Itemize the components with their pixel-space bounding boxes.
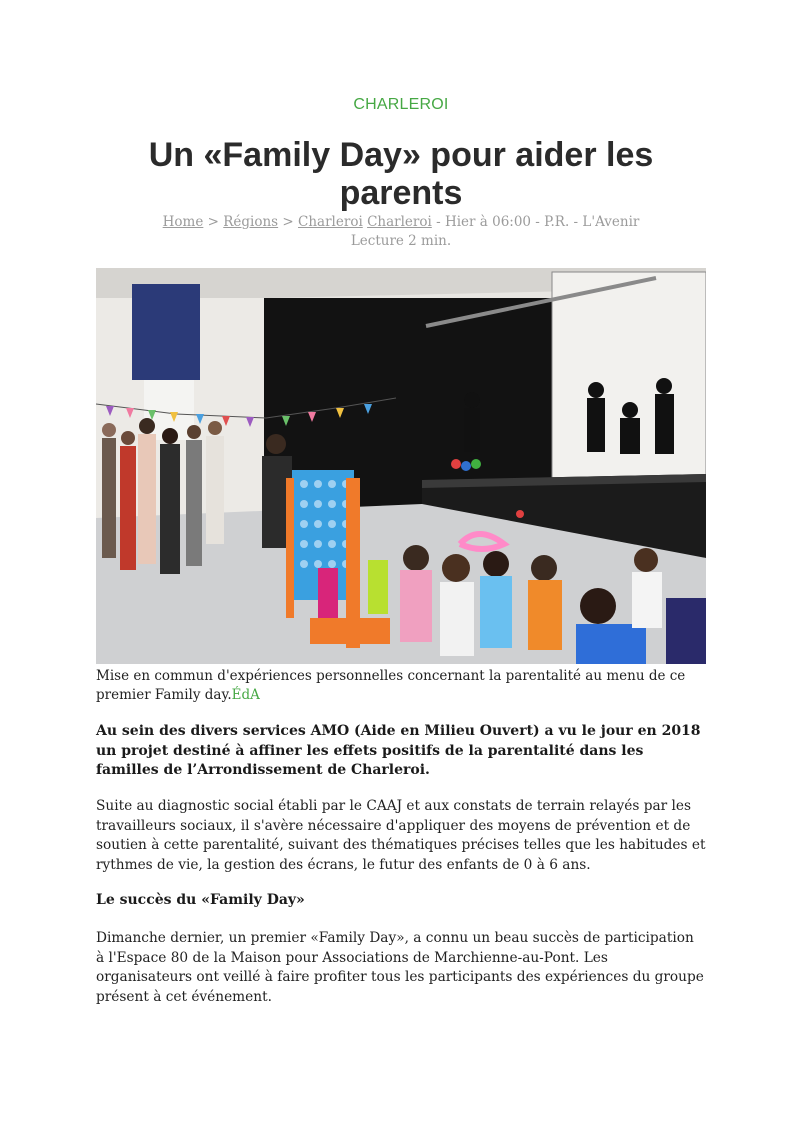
reading-time: Lecture 2 min. (350, 233, 452, 249)
byline-date-source: - Hier à 06:00 - P.R. - L'Avenir (431, 214, 640, 230)
caption-text: Mise en commun d'expériences personnelles concernant la parentalité au menu de ce premier Family day. (96, 668, 686, 703)
section-kicker[interactable]: CHARLEROI (353, 96, 449, 113)
article-photo (96, 268, 706, 664)
article-lead: Au sein des divers services AMO (Aide en Milieu Ouvert) a vu le jour en 2018 un projet destiné à affiner les effets positifs de la parentalité dans les familles de l’Arrondissement de Charleroi. (96, 723, 701, 778)
breadcrumb (96, 213, 706, 232)
article-paragraph: Dimanche dernier, un premier «Family Day», a connu un beau succès de participation à l'Espace 80 de la Maison pour Associations de Marchienne-au-Pont. Les organisateurs ont veillé à faire profiter tous les participants des expériences du groupe présent à cet événement. (96, 930, 704, 1005)
tag-charleroi-link[interactable]: Charleroi (367, 214, 432, 230)
photo-illustration (96, 268, 706, 664)
article-subheading: Le succès du «Family Day» (96, 892, 305, 908)
breadcrumb-home-link[interactable]: Home (162, 214, 204, 230)
breadcrumb-regions-link[interactable]: Régions (223, 214, 279, 230)
photo-caption (96, 667, 706, 705)
breadcrumb-charleroi-link[interactable]: Charleroi (298, 214, 363, 230)
breadcrumb-separator: > (278, 214, 299, 230)
article-meta (96, 213, 706, 251)
article-paragraph: Suite au diagnostic social établi par le CAAJ et aux constats de terrain relayés par les travailleurs sociaux, il s'avère nécessaire d'appliquer des moyens de prévention et de soutien à cette parentalité, suivant des thématiques précises telles que les habitudes et rythmes de vie, la gestion des écrans, le futur des enfants de 0 à 6 ans. (96, 798, 706, 873)
article-title: Un «Family Day» pour aider les parents (148, 136, 654, 212)
photo-credit: ÉdA (231, 687, 260, 703)
breadcrumb-separator: > (203, 214, 224, 230)
